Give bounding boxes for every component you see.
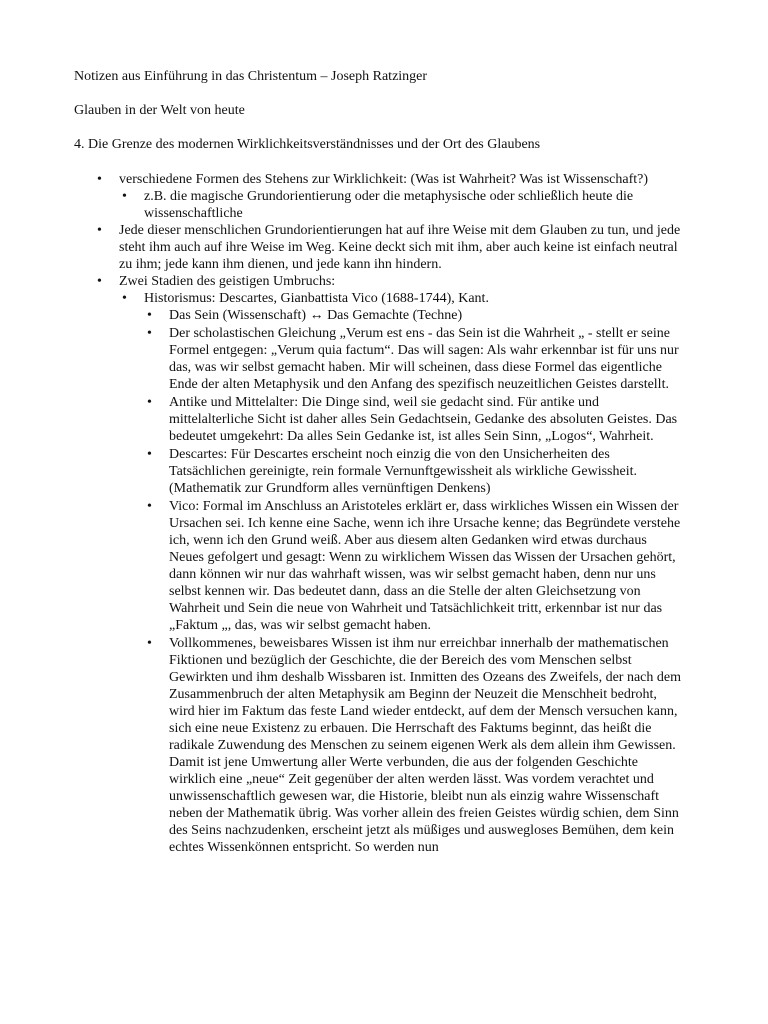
bullet-text: Vico: Formal im Anschluss an Aristoteles erklärt er, dass wirkliches Wissen ein Wissen der Ursachen sei. Ich kenne eine Sache, wenn ich ihre Ursache kenne; das Begründete verstehe ich, wenn ich den Grund weiß. Aber aus diesem alten Gedanken wird etwas durchaus Neues gefolgert und gesagt: Wenn zu wirklichem Wissen das Wissen der Ursachen gehört, dann können wir nur das wahrhaft wissen, was wir selbst gemacht haben, denn nur uns selbst kennen wir. Das bedeutet dann, dass an die Stelle der alten Gleichsetzung von Wahrheit und Sein die neue von Wahrheit und Tatsächlichkeit tritt, erkennbar ist nur das „Faktum „, das, was wir selbst gemacht haben. (169, 499, 681, 633)
list-item (169, 394, 684, 445)
list-item (119, 171, 684, 222)
sub-sub-bullet-list (144, 307, 684, 856)
bullet-text: Vollkommenes, beweisbares Wissen ist ihm nur erreichbar innerhalb der mathematischen Fiktionen und bezüglich der Geschichte, die der Bereich des vom Menschen selbst Gewirkten und ihm deshalb Wissbaren ist. Inmitten des Ozeans des Zweifels, der nach dem Zusammenbruch der alten Metaphysik am Beginn der Neuzeit die Menschheit bedroht, wird hier im Faktum das feste Land wieder entdeckt, auf dem der Mensch versuchen kann, sich eine neue Existenz zu erbauen. Die Herrschaft des Faktums beginnt, das heißt die radikale Zuwendung des Menschen zu seinem eigenen Werk als dem allein ihm Gewissen. Damit ist jene Umwertung aller Werte verbunden, die aus der folgenden Geschichte wirklich eine „neue“ Zeit gegenüber der alten werden lässt. Was vordem verachtet und unwissenschaftlich gewesen war, die Historie, bleibt nun als einzig wahre Wissenschaft neben der Mathematik übrig. Was vorher allein des freien Geistes würdig schien, dem Sinn des Seins nachzudenken, erscheint jetzt als müßiges und auswegloses Bemühen, dem kein echtes Wissenkönnen entspricht. So werden nun (169, 636, 681, 855)
list-item (169, 635, 684, 856)
bullet-text: Jede dieser menschlichen Grundorientierungen hat auf ihre Weise mit dem Glauben zu tun, und jede steht ihm auch auf ihre Weise im Weg. Keine deckt sich mit ihm, aber auch keine ist einfach neutral zu ihm; jede kann ihm dienen, und jede kann ihn hindern. (119, 223, 681, 272)
bullet-text: Das Sein (Wissenschaft) ↔ Das Gemachte (Techne) (169, 308, 463, 323)
list-item (169, 325, 684, 393)
bullet-text: Historismus: Descartes, Gianbattista Vico (1688-1744), Kant. (144, 291, 489, 306)
sub-bullet-list (119, 188, 684, 222)
bullet-text: Descartes: Für Descartes erscheint noch einzig die von den Unsicherheiten des Tatsächlichen gereinigte, rein formale Vernunftgewissheit als wirkliche Gewissheit. (Mathematik zur Grundform alles vernünftigen Denkens) (169, 447, 638, 496)
bullet-text: Antike und Mittelalter: Die Dinge sind, weil sie gedacht sind. Für antike und mittelalterliche Sicht ist daher alles Sein Gedachtsein, Gedanke des absoluten Geistes. Das bedeutet umgekehrt: Da alles Sein Gedanke ist, ist alles Sein Sinn, „Logos“, Wahrheit. (169, 395, 678, 444)
bullet-text: Der scholastischen Gleichung „Verum est ens - das Sein ist die Wahrheit „ - stellt er seine Formel entgegen: „Verum quia factum“. Das will sagen: Als wahr erkennbar ist für uns nur das, was wir selbst gemacht haben. Mir will scheinen, dass diese Formel das eigentliche Ende der alten Metaphysik und den Anfang des spezifisch neuzeitlichen Geistes darstellt. (169, 326, 679, 392)
list-item (169, 307, 684, 324)
list-item (169, 446, 684, 497)
page-title: Notizen aus Einführung in das Christentum – Joseph Ratzinger (74, 69, 428, 84)
list-item (119, 273, 684, 856)
bullet-list (119, 171, 684, 857)
bullet-text: Zwei Stadien des geistigen Umbruchs: (119, 274, 336, 289)
section-heading: 4. Die Grenze des modernen Wirklichkeitsverständnisses und der Ort des Glaubens (74, 137, 541, 152)
page-subtitle: Glauben in der Welt von heute (74, 103, 245, 118)
list-item (144, 290, 684, 856)
bullet-text: verschiedene Formen des Stehens zur Wirklichkeit: (Was ist Wahrheit? Was ist Wissenschaft?) (119, 172, 649, 187)
list-item (144, 188, 684, 222)
list-item (169, 498, 684, 634)
list-item (119, 222, 684, 273)
bullet-text: z.B. die magische Grundorientierung oder die metaphysische oder schließlich heute die wissenschaftliche (144, 189, 634, 221)
sub-bullet-list (119, 290, 684, 856)
